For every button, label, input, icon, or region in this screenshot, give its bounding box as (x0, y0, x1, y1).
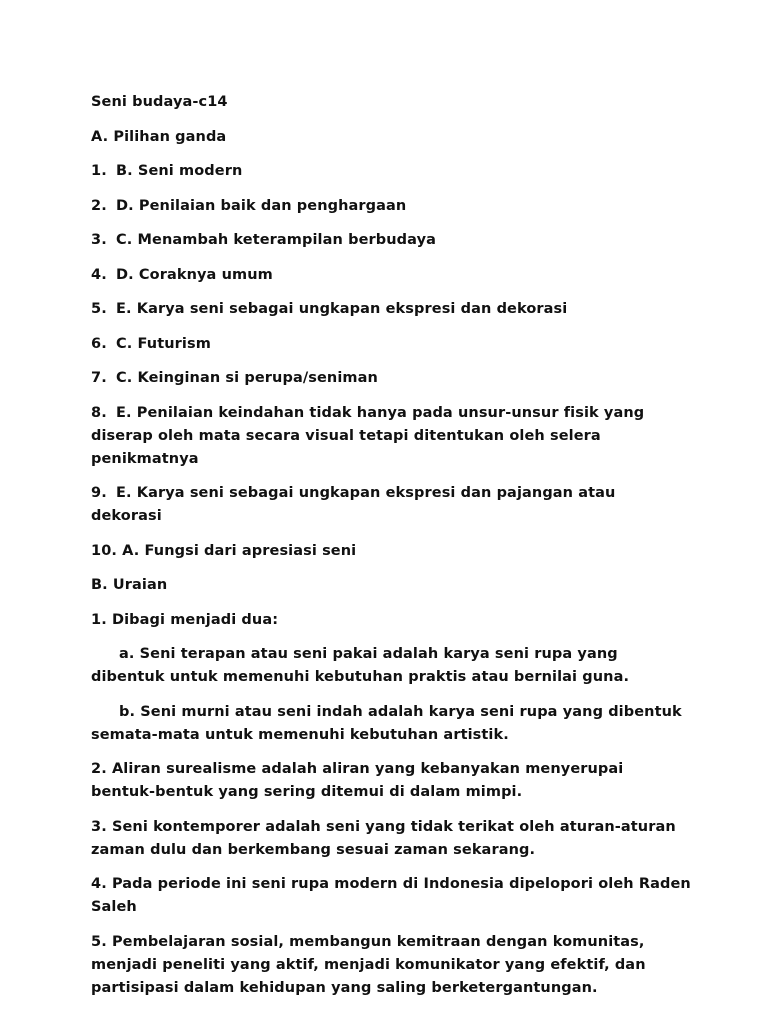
essay-answer-1: 1. Dibagi menjadi dua: (91, 611, 279, 628)
section-b-heading: B. Uraian (91, 577, 168, 593)
answer-text: B. Seni modern (116, 163, 243, 179)
answer-text: A. Fungsi dari apresiasi seni (122, 542, 357, 559)
answer-item-9 (91, 482, 691, 528)
essay-answer-5: 5. Pembelajaran sosial, membangun kemitraan dengan komunitas, menjadi peneliti yang aktif, menjadi komunikator yang efektif, dan partisipasi dalam kehidupan yang saling berketergantungan. (91, 933, 646, 996)
answer-item-7 (91, 367, 691, 390)
answer-item-6 (91, 333, 691, 356)
section-a-heading: A. Pilihan ganda (91, 128, 227, 145)
answer-text: C. Keinginan si perupa/seniman (116, 370, 378, 386)
answer-number: 1. (91, 163, 107, 179)
essay-answer-4: 4. Pada periode ini seni rupa modern di Indonesia dipelopori oleh Raden Saleh (91, 876, 691, 915)
answer-text: C. Menambah keterampilan berbudaya (116, 232, 437, 248)
answer-number: 8. (91, 404, 107, 421)
answer-text: D. Coraknya umum (116, 266, 273, 283)
answer-number: 10. (91, 542, 117, 559)
answer-number: 3. (91, 232, 107, 248)
answer-number: 9. (91, 485, 107, 501)
document-body (91, 91, 691, 1011)
answer-item-10 (91, 540, 691, 563)
answer-text: E. Karya seni sebagai ungkapan ekspresi dan pajangan atau dekorasi (91, 485, 616, 524)
answer-text: E. Karya seni sebagai ungkapan ekspresi dan dekorasi (116, 301, 568, 317)
essay-answer-1b: b. Seni murni atau seni indah adalah karya seni rupa yang dibentuk semata-mata untuk memenuhi kebutuhan artistik. (91, 703, 682, 743)
essay-answer-1a: a. Seni terapan atau seni pakai adalah karya seni rupa yang dibentuk untuk memenuhi kebutuhan praktis atau bernilai guna. (91, 646, 630, 685)
essay-answer-2: 2. Aliran surealisme adalah aliran yang kebanyakan menyerupai bentuk-bentuk yang sering ditemui di dalam mimpi. (91, 761, 624, 800)
answer-item-2 (91, 195, 691, 218)
answer-number: 2. (91, 197, 107, 214)
document-title: Seni budaya-c14 (91, 94, 228, 110)
answer-number: 6. (91, 335, 107, 352)
answer-item-5 (91, 298, 691, 321)
answer-number: 7. (91, 370, 107, 386)
answer-number: 4. (91, 266, 107, 283)
answer-item-3 (91, 229, 691, 252)
answer-number: 5. (91, 301, 107, 317)
answer-item-4 (91, 264, 691, 287)
answer-text: C. Futurism (116, 335, 211, 352)
answer-item-8 (91, 402, 691, 471)
answer-text: D. Penilaian baik dan penghargaan (116, 197, 407, 214)
essay-answer-3: 3. Seni kontemporer adalah seni yang tidak terikat oleh aturan-aturan zaman dulu dan berkembang sesuai zaman sekarang. (91, 818, 676, 858)
answer-text: E. Penilaian keindahan tidak hanya pada unsur-unsur fisik yang diserap oleh mata secara visual tetapi ditentukan oleh selera penikmatnya (91, 404, 645, 467)
answer-item-1 (91, 160, 691, 183)
